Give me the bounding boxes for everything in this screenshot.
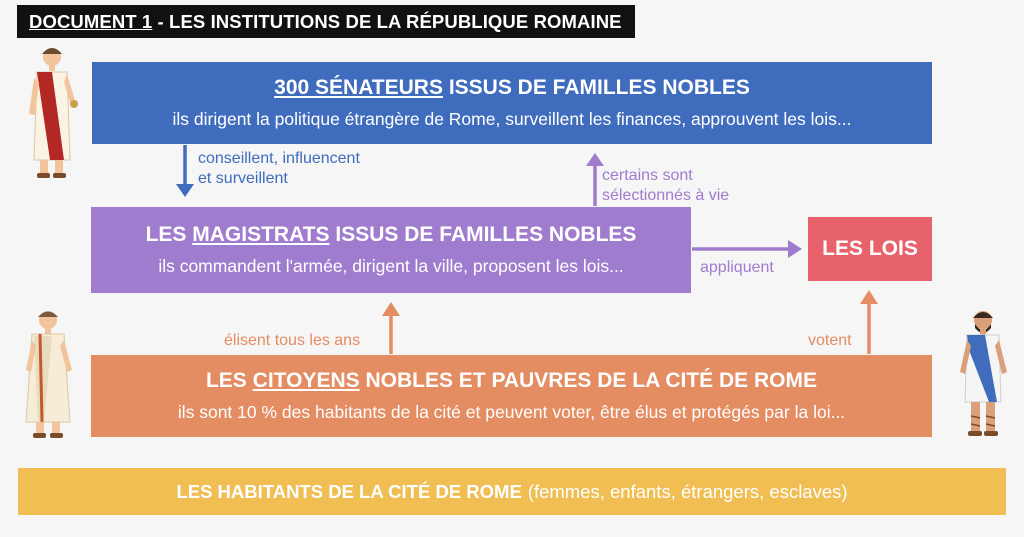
citizen-figure-icon — [955, 306, 1011, 442]
laws-label: LES LOIS — [822, 237, 918, 260]
magistrates-heading-underlined: MAGISTRATS — [192, 223, 330, 246]
inhabitants-heading: LES HABITANTS DE LA CITÉ DE ROME — [176, 480, 522, 502]
label-elect: élisent tous les ans — [224, 332, 361, 349]
citizens-description: ils sont 10 % des habitants de la cité et peuvent voter, être élus et protégés par la loi... — [177, 402, 846, 422]
arrow-vote — [860, 290, 878, 354]
label-advise-line1: conseillent, influencent — [198, 150, 360, 167]
label-selected-line1: certains sont — [602, 167, 693, 184]
document-title-text: - LES INSTITUTIONS DE LA RÉPUBLIQUE ROMAINE — [152, 10, 622, 32]
label-selected-line2: sélectionnés à vie — [602, 187, 730, 204]
document-label: DOCUMENT 1 — [29, 10, 153, 32]
senator-figure-icon — [20, 42, 82, 180]
label-advise — [198, 149, 360, 189]
magistrates-heading-rest: ISSUS DE FAMILLES NOBLES — [329, 223, 637, 246]
citizens-heading-rest: NOBLES ET PAUVRES DE LA CITÉ DE ROME — [359, 369, 818, 392]
senate-heading-underlined: 300 SÉNATEURS — [274, 76, 443, 99]
citizens-heading-pre: LES — [205, 369, 253, 392]
arrow-apply — [692, 240, 802, 258]
senate-description: ils dirigent la politique étrangère de Rome, surveillent les finances, approuvent les lois... — [172, 109, 852, 129]
inhabitants-detail: (femmes, enfants, étrangers, esclaves) — [527, 480, 848, 502]
label-advise-line2: et surveillent — [198, 170, 288, 187]
magistrates-description: ils commandent l'armée, dirigent la ville, proposent les lois... — [158, 256, 624, 276]
arrow-elect — [382, 302, 400, 354]
citizens-heading-underlined: CITOYENS — [252, 369, 360, 392]
label-selected — [602, 166, 729, 206]
arrow-advise — [176, 145, 194, 197]
magistrates-heading-pre: LES — [145, 223, 193, 246]
senate-heading-rest: ISSUS DE FAMILLES NOBLES — [442, 76, 750, 99]
label-apply: appliquent — [700, 259, 774, 276]
label-vote: votent — [808, 332, 852, 349]
magistrate-figure-icon — [18, 306, 78, 440]
